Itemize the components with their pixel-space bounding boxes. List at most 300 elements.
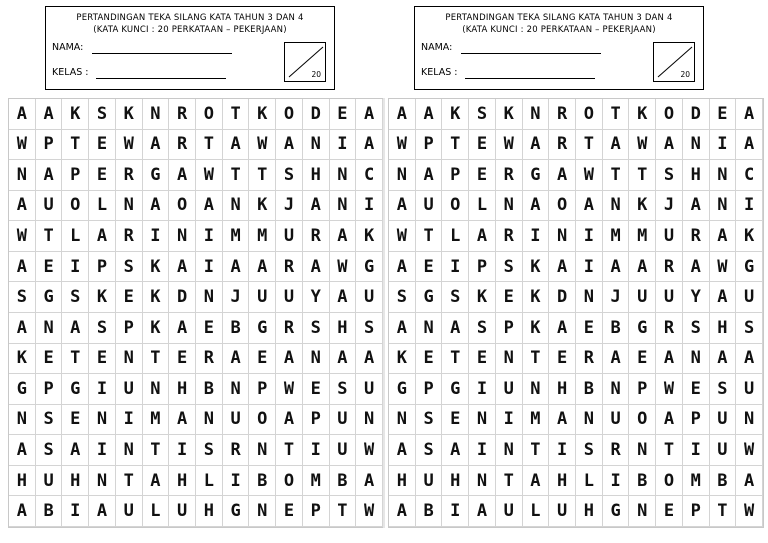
grid-cell[interactable]: A (656, 130, 683, 161)
grid-cell[interactable]: A (356, 466, 383, 497)
grid-cell[interactable]: I (116, 405, 143, 436)
grid-cell[interactable]: M (683, 466, 710, 497)
grid-cell[interactable]: A (356, 130, 383, 161)
grid-cell[interactable]: A (62, 435, 89, 466)
grid-cell[interactable]: L (89, 191, 116, 222)
grid-cell[interactable]: L (143, 496, 170, 527)
grid-cell[interactable]: G (36, 282, 63, 313)
grid-cell[interactable]: I (143, 221, 170, 252)
grid-cell[interactable]: N (116, 344, 143, 375)
grid-cell[interactable]: A (736, 466, 763, 497)
grid-cell[interactable]: P (89, 252, 116, 283)
grid-cell[interactable]: L (442, 221, 469, 252)
grid-cell[interactable]: R (683, 221, 710, 252)
grid-cell[interactable]: C (356, 160, 383, 191)
grid-cell[interactable]: S (389, 282, 416, 313)
grid-cell[interactable]: A (389, 496, 416, 527)
grid-cell[interactable]: A (656, 344, 683, 375)
grid-cell[interactable]: U (736, 374, 763, 405)
grid-cell[interactable]: I (62, 252, 89, 283)
grid-cell[interactable]: E (710, 99, 737, 130)
grid-cell[interactable]: S (36, 405, 63, 436)
grid-cell[interactable]: R (549, 99, 576, 130)
grid-cell[interactable]: A (9, 496, 36, 527)
grid-cell[interactable]: P (416, 374, 443, 405)
grid-cell[interactable]: E (442, 405, 469, 436)
grid-cell[interactable]: K (9, 344, 36, 375)
grid-cell[interactable]: W (9, 221, 36, 252)
grid-cell[interactable]: A (89, 496, 116, 527)
grid-cell[interactable]: N (89, 466, 116, 497)
grid-cell[interactable]: N (523, 374, 550, 405)
grid-cell[interactable]: A (249, 252, 276, 283)
grid-cell[interactable]: U (710, 435, 737, 466)
grid-cell[interactable]: W (249, 130, 276, 161)
grid-cell[interactable]: B (629, 466, 656, 497)
grid-cell[interactable]: K (62, 99, 89, 130)
grid-cell[interactable]: I (303, 435, 330, 466)
grid-cell[interactable]: W (389, 221, 416, 252)
grid-cell[interactable]: G (62, 374, 89, 405)
grid-cell[interactable]: K (249, 99, 276, 130)
grid-cell[interactable]: B (249, 466, 276, 497)
grid-cell[interactable]: D (169, 282, 196, 313)
grid-cell[interactable]: H (710, 313, 737, 344)
grid-cell[interactable]: R (116, 160, 143, 191)
grid-cell[interactable]: A (330, 344, 357, 375)
grid-cell[interactable]: A (36, 99, 63, 130)
grid-cell[interactable]: E (36, 252, 63, 283)
grid-cell[interactable]: A (196, 191, 223, 222)
grid-cell[interactable]: U (356, 282, 383, 313)
grid-cell[interactable]: A (683, 191, 710, 222)
grid-cell[interactable]: A (416, 160, 443, 191)
grid-cell[interactable]: U (736, 282, 763, 313)
grid-cell[interactable]: N (143, 99, 170, 130)
grid-cell[interactable]: W (116, 130, 143, 161)
grid-cell[interactable]: I (496, 405, 523, 436)
grid-cell[interactable]: W (9, 130, 36, 161)
grid-cell[interactable]: K (356, 221, 383, 252)
grid-cell[interactable]: A (169, 160, 196, 191)
grid-cell[interactable]: N (330, 160, 357, 191)
grid-cell[interactable]: A (9, 252, 36, 283)
grid-cell[interactable]: N (736, 405, 763, 436)
grid-cell[interactable]: O (276, 466, 303, 497)
grid-cell[interactable]: N (303, 344, 330, 375)
grid-cell[interactable]: A (62, 313, 89, 344)
grid-cell[interactable]: S (469, 99, 496, 130)
grid-cell[interactable]: N (116, 191, 143, 222)
grid-cell[interactable]: M (523, 405, 550, 436)
grid-cell[interactable]: P (629, 374, 656, 405)
grid-cell[interactable]: S (36, 435, 63, 466)
grid-cell[interactable]: A (416, 99, 443, 130)
grid-cell[interactable]: A (169, 313, 196, 344)
grid-cell[interactable]: E (89, 344, 116, 375)
grid-cell[interactable]: B (196, 374, 223, 405)
grid-cell[interactable]: M (303, 466, 330, 497)
grid-cell[interactable]: H (442, 466, 469, 497)
grid-cell[interactable]: K (389, 344, 416, 375)
grid-cell[interactable]: R (169, 99, 196, 130)
grid-cell[interactable]: D (549, 282, 576, 313)
grid-cell[interactable]: I (523, 221, 550, 252)
grid-cell[interactable]: T (62, 344, 89, 375)
grid-cell[interactable]: E (656, 496, 683, 527)
grid-cell[interactable]: M (223, 221, 250, 252)
grid-cell[interactable]: U (656, 221, 683, 252)
grid-cell[interactable]: E (116, 282, 143, 313)
grid-cell[interactable]: G (736, 252, 763, 283)
grid-cell[interactable]: S (196, 435, 223, 466)
grid-cell[interactable]: B (603, 313, 630, 344)
grid-cell[interactable]: N (389, 405, 416, 436)
grid-cell[interactable]: T (116, 466, 143, 497)
grid-cell[interactable]: L (523, 496, 550, 527)
grid-cell[interactable]: A (276, 344, 303, 375)
grid-cell[interactable]: E (330, 99, 357, 130)
grid-cell[interactable]: G (523, 160, 550, 191)
grid-cell[interactable]: A (356, 344, 383, 375)
grid-cell[interactable]: R (603, 435, 630, 466)
grid-cell[interactable]: G (389, 374, 416, 405)
grid-cell[interactable]: A (9, 191, 36, 222)
grid-cell[interactable]: U (603, 405, 630, 436)
grid-cell[interactable]: P (496, 313, 523, 344)
grid-cell[interactable]: U (223, 405, 250, 436)
grid-cell[interactable]: N (9, 160, 36, 191)
grid-cell[interactable]: A (629, 252, 656, 283)
grid-cell[interactable]: W (276, 374, 303, 405)
grid-cell[interactable]: U (656, 282, 683, 313)
grid-cell[interactable]: T (496, 466, 523, 497)
grid-cell[interactable]: A (223, 130, 250, 161)
grid-cell[interactable]: N (683, 344, 710, 375)
grid-cell[interactable]: T (442, 344, 469, 375)
grid-cell[interactable]: N (523, 99, 550, 130)
grid-cell[interactable]: W (736, 435, 763, 466)
grid-cell[interactable]: A (549, 405, 576, 436)
grid-cell[interactable]: I (576, 252, 603, 283)
grid-cell[interactable]: E (89, 130, 116, 161)
grid-cell[interactable]: S (330, 374, 357, 405)
grid-cell[interactable]: M (629, 221, 656, 252)
grid-cell[interactable]: G (143, 160, 170, 191)
grid-cell[interactable]: E (469, 344, 496, 375)
grid-cell[interactable]: T (523, 344, 550, 375)
grid-cell[interactable]: N (223, 374, 250, 405)
grid-cell[interactable]: E (496, 282, 523, 313)
grid-cell[interactable]: M (143, 405, 170, 436)
grid-cell[interactable]: S (710, 374, 737, 405)
grid-cell[interactable]: A (276, 405, 303, 436)
grid-cell[interactable]: I (603, 466, 630, 497)
grid-cell[interactable]: K (736, 221, 763, 252)
grid-cell[interactable]: K (116, 99, 143, 130)
grid-cell[interactable]: T (603, 99, 630, 130)
grid-cell[interactable]: E (576, 313, 603, 344)
grid-cell[interactable]: A (523, 466, 550, 497)
grid-cell[interactable]: G (629, 313, 656, 344)
grid-cell[interactable]: U (276, 221, 303, 252)
grid-cell[interactable]: R (496, 221, 523, 252)
grid-cell[interactable]: A (442, 313, 469, 344)
grid-cell[interactable]: U (36, 466, 63, 497)
grid-cell[interactable]: N (389, 160, 416, 191)
grid-cell[interactable]: E (62, 405, 89, 436)
grid-cell[interactable]: B (36, 496, 63, 527)
grid-cell[interactable]: A (330, 221, 357, 252)
grid-cell[interactable]: K (249, 191, 276, 222)
grid-cell[interactable]: U (330, 405, 357, 436)
grid-cell[interactable]: K (629, 99, 656, 130)
grid-cell[interactable]: R (656, 313, 683, 344)
grid-cell[interactable]: N (549, 221, 576, 252)
grid-cell[interactable]: P (303, 405, 330, 436)
grid-cell[interactable]: I (196, 221, 223, 252)
grid-cell[interactable]: M (603, 221, 630, 252)
grid-cell[interactable]: T (223, 99, 250, 130)
grid-cell[interactable]: B (223, 313, 250, 344)
grid-cell[interactable]: N (36, 313, 63, 344)
grid-cell[interactable]: A (442, 435, 469, 466)
grid-cell[interactable]: A (303, 252, 330, 283)
grid-cell[interactable]: A (603, 344, 630, 375)
grid-cell[interactable]: A (389, 435, 416, 466)
grid-cell[interactable]: D (683, 99, 710, 130)
grid-cell[interactable]: T (330, 496, 357, 527)
grid-cell[interactable]: S (469, 313, 496, 344)
grid-cell[interactable]: B (576, 374, 603, 405)
grid-cell[interactable]: H (330, 313, 357, 344)
grid-cell[interactable]: N (496, 344, 523, 375)
grid-cell[interactable]: S (416, 435, 443, 466)
grid-cell[interactable]: O (249, 405, 276, 436)
grid-cell[interactable]: A (523, 191, 550, 222)
grid-cell[interactable]: P (249, 374, 276, 405)
grid-cell[interactable]: J (603, 282, 630, 313)
grid-cell[interactable]: N (116, 435, 143, 466)
grid-cell[interactable]: H (62, 466, 89, 497)
grid-cell[interactable]: A (710, 221, 737, 252)
grid-cell[interactable]: D (303, 99, 330, 130)
grid-cell[interactable]: U (249, 282, 276, 313)
grid-cell[interactable]: P (469, 252, 496, 283)
grid-cell[interactable]: I (196, 252, 223, 283)
grid-cell[interactable]: N (89, 405, 116, 436)
grid-cell[interactable]: H (303, 160, 330, 191)
grid-cell[interactable]: N (576, 282, 603, 313)
grid-cell[interactable]: K (523, 252, 550, 283)
grid-cell[interactable]: N (249, 496, 276, 527)
grid-cell[interactable]: I (89, 374, 116, 405)
grid-cell[interactable]: W (496, 130, 523, 161)
grid-cell[interactable]: A (469, 496, 496, 527)
grid-cell[interactable]: A (9, 99, 36, 130)
grid-cell[interactable]: O (169, 191, 196, 222)
grid-cell[interactable]: Y (303, 282, 330, 313)
score-box[interactable] (653, 42, 695, 82)
grid-cell[interactable]: R (576, 344, 603, 375)
grid-cell[interactable]: U (416, 191, 443, 222)
grid-cell[interactable]: A (683, 252, 710, 283)
grid-cell[interactable]: N (223, 191, 250, 222)
grid-cell[interactable]: I (169, 435, 196, 466)
grid-cell[interactable]: M (249, 221, 276, 252)
class-field[interactable] (96, 78, 226, 79)
grid-cell[interactable]: N (629, 496, 656, 527)
grid-cell[interactable]: N (143, 374, 170, 405)
grid-cell[interactable]: A (710, 282, 737, 313)
grid-cell[interactable]: N (629, 435, 656, 466)
score-box[interactable] (284, 42, 326, 82)
grid-cell[interactable]: W (330, 252, 357, 283)
grid-cell[interactable]: C (736, 160, 763, 191)
grid-cell[interactable]: T (576, 130, 603, 161)
grid-cell[interactable]: O (576, 99, 603, 130)
grid-cell[interactable]: Y (683, 282, 710, 313)
grid-cell[interactable]: K (629, 191, 656, 222)
grid-cell[interactable]: J (223, 282, 250, 313)
grid-cell[interactable]: N (496, 191, 523, 222)
grid-cell[interactable]: R (116, 221, 143, 252)
grid-cell[interactable]: N (9, 405, 36, 436)
grid-cell[interactable]: B (710, 466, 737, 497)
grid-cell[interactable]: L (62, 221, 89, 252)
grid-cell[interactable]: A (223, 344, 250, 375)
grid-cell[interactable]: H (169, 374, 196, 405)
grid-cell[interactable]: N (416, 313, 443, 344)
grid-cell[interactable]: E (196, 313, 223, 344)
grid-cell[interactable]: E (36, 344, 63, 375)
grid-cell[interactable]: I (62, 496, 89, 527)
grid-cell[interactable]: R (549, 130, 576, 161)
grid-cell[interactable]: A (576, 191, 603, 222)
grid-cell[interactable]: U (496, 374, 523, 405)
name-field[interactable] (92, 53, 232, 54)
grid-cell[interactable]: S (303, 313, 330, 344)
grid-cell[interactable]: B (416, 496, 443, 527)
grid-cell[interactable]: B (330, 466, 357, 497)
grid-cell[interactable]: K (89, 282, 116, 313)
grid-cell[interactable]: S (416, 405, 443, 436)
grid-cell[interactable]: I (549, 435, 576, 466)
grid-cell[interactable]: S (356, 313, 383, 344)
grid-cell[interactable]: N (330, 191, 357, 222)
grid-cell[interactable]: T (442, 130, 469, 161)
grid-cell[interactable]: K (469, 282, 496, 313)
grid-cell[interactable]: N (196, 282, 223, 313)
grid-cell[interactable]: H (9, 466, 36, 497)
grid-cell[interactable]: O (276, 99, 303, 130)
grid-cell[interactable]: A (736, 344, 763, 375)
grid-cell[interactable]: K (143, 252, 170, 283)
grid-cell[interactable]: I (736, 191, 763, 222)
grid-cell[interactable]: A (469, 221, 496, 252)
grid-cell[interactable]: I (469, 435, 496, 466)
grid-cell[interactable]: H (576, 496, 603, 527)
grid-cell[interactable]: A (389, 313, 416, 344)
grid-cell[interactable]: A (736, 99, 763, 130)
grid-cell[interactable]: A (389, 252, 416, 283)
grid-cell[interactable]: T (249, 160, 276, 191)
grid-cell[interactable]: N (169, 221, 196, 252)
grid-cell[interactable]: E (469, 160, 496, 191)
grid-cell[interactable]: N (196, 405, 223, 436)
grid-cell[interactable]: A (169, 405, 196, 436)
grid-cell[interactable]: S (442, 282, 469, 313)
grid-cell[interactable]: H (549, 374, 576, 405)
grid-cell[interactable]: W (629, 130, 656, 161)
grid-cell[interactable]: P (442, 160, 469, 191)
grid-cell[interactable]: T (36, 221, 63, 252)
grid-cell[interactable]: T (143, 344, 170, 375)
grid-cell[interactable]: S (736, 313, 763, 344)
grid-cell[interactable]: A (9, 435, 36, 466)
grid-cell[interactable]: N (249, 435, 276, 466)
grid-cell[interactable]: I (442, 252, 469, 283)
grid-cell[interactable]: U (549, 496, 576, 527)
grid-cell[interactable]: R (276, 313, 303, 344)
grid-cell[interactable]: P (116, 313, 143, 344)
grid-cell[interactable]: U (116, 496, 143, 527)
grid-cell[interactable]: A (143, 466, 170, 497)
grid-cell[interactable]: P (36, 130, 63, 161)
grid-cell[interactable]: U (496, 496, 523, 527)
grid-cell[interactable]: T (276, 435, 303, 466)
grid-cell[interactable]: T (143, 435, 170, 466)
grid-cell[interactable]: K (523, 313, 550, 344)
grid-cell[interactable]: K (442, 99, 469, 130)
grid-cell[interactable]: I (683, 435, 710, 466)
grid-cell[interactable]: O (549, 191, 576, 222)
grid-cell[interactable]: E (303, 374, 330, 405)
grid-cell[interactable]: G (223, 496, 250, 527)
grid-cell[interactable]: P (303, 496, 330, 527)
grid-cell[interactable]: T (223, 160, 250, 191)
grid-cell[interactable]: H (169, 466, 196, 497)
grid-cell[interactable]: T (416, 221, 443, 252)
grid-cell[interactable]: E (683, 374, 710, 405)
grid-cell[interactable]: N (603, 191, 630, 222)
grid-cell[interactable]: S (656, 160, 683, 191)
grid-cell[interactable]: W (356, 496, 383, 527)
grid-cell[interactable]: A (523, 130, 550, 161)
grid-cell[interactable]: S (683, 313, 710, 344)
grid-cell[interactable]: E (249, 344, 276, 375)
grid-cell[interactable]: I (469, 374, 496, 405)
grid-cell[interactable]: O (196, 99, 223, 130)
name-field[interactable] (461, 53, 601, 54)
grid-cell[interactable]: W (196, 160, 223, 191)
grid-cell[interactable]: W (736, 496, 763, 527)
grid-cell[interactable]: E (276, 496, 303, 527)
grid-cell[interactable]: T (196, 130, 223, 161)
grid-cell[interactable]: G (249, 313, 276, 344)
grid-cell[interactable]: A (276, 130, 303, 161)
grid-cell[interactable]: T (523, 435, 550, 466)
grid-cell[interactable]: A (143, 191, 170, 222)
grid-cell[interactable]: R (196, 344, 223, 375)
grid-cell[interactable]: E (549, 344, 576, 375)
grid-cell[interactable]: P (683, 405, 710, 436)
grid-cell[interactable]: O (656, 99, 683, 130)
grid-cell[interactable]: A (656, 405, 683, 436)
grid-cell[interactable]: H (549, 466, 576, 497)
grid-cell[interactable]: A (603, 130, 630, 161)
grid-cell[interactable]: P (62, 160, 89, 191)
